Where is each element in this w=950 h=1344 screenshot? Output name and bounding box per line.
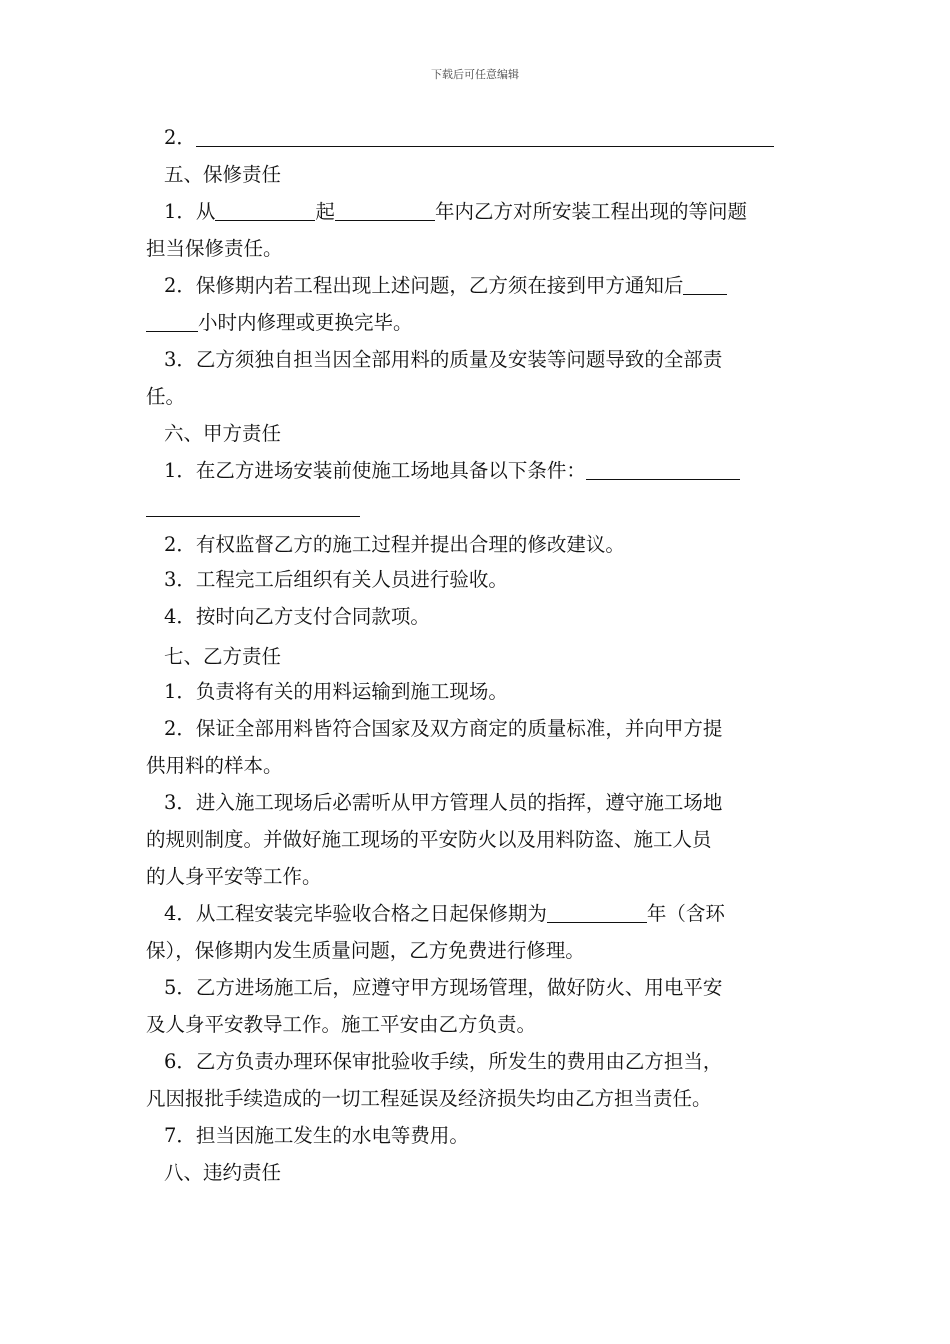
text: 起 — [315, 200, 335, 223]
paragraph-line: 2．保证全部用料皆符合国家及双方商定的质量标准，并向甲方提 — [164, 717, 723, 740]
fill-blank — [196, 126, 774, 147]
paragraph-line: 2．有权监督乙方的施工过程并提出合理的修改建议。 — [164, 533, 625, 556]
fill-blank — [683, 274, 727, 295]
text: 4．从工程安装完毕验收合格之日起保修期为 — [164, 902, 547, 925]
paragraph-line: 1．负责将有关的用料运输到施工现场。 — [164, 680, 508, 703]
paragraph-line — [164, 458, 740, 484]
paragraph-line: 的规则制度。并做好施工现场的平安防火以及用料防盗、施工人员 — [146, 828, 712, 851]
paragraph-line: 3．工程完工后组织有关人员进行验收。 — [164, 568, 508, 591]
fill-blank — [146, 496, 360, 517]
paragraph-line: 供用料的样本。 — [146, 754, 283, 777]
fill-blank — [146, 311, 198, 332]
paragraph-line — [146, 310, 413, 336]
paragraph-line — [146, 495, 360, 521]
text: 年（含环 — [646, 902, 725, 925]
clause-2-blank — [164, 125, 774, 151]
section-heading: 六、甲方责任 — [164, 422, 282, 445]
paragraph-line: 任。 — [146, 385, 186, 408]
text: 2．保修期内若工程出现上述问题，乙方须在接到甲方通知后 — [164, 274, 684, 297]
paragraph-line: 3．乙方须独自担当因全部用料的质量及安装等问题导致的全部责 — [164, 348, 723, 371]
paragraph-line — [164, 901, 725, 927]
paragraph-line: 5．乙方进场施工后，应遵守甲方现场管理，做好防火、用电平安 — [164, 976, 723, 999]
paragraph-line — [164, 273, 727, 299]
paragraph-line: 凡因报批手续造成的一切工程延误及经济损失均由乙方担当责任。 — [146, 1087, 712, 1110]
page-header: 下载后可任意编辑 — [431, 68, 519, 81]
paragraph-line: 4．按时向乙方支付合同款项。 — [164, 605, 430, 628]
paragraph-line: 7．担当因施工发生的水电等费用。 — [164, 1124, 469, 1147]
paragraph-line — [164, 199, 747, 225]
section-heading: 七、乙方责任 — [164, 645, 282, 668]
fill-blank — [335, 200, 435, 221]
fill-blank — [547, 902, 647, 923]
paragraph-line: 及人身平安教导工作。施工平安由乙方负责。 — [146, 1013, 537, 1036]
paragraph-line: 3．进入施工现场后必需听从甲方管理人员的指挥，遵守施工场地 — [164, 791, 723, 814]
text: 2． — [164, 126, 196, 149]
paragraph-line: 担当保修责任。 — [146, 237, 283, 260]
fill-blank — [586, 459, 740, 480]
section-heading: 八、违约责任 — [164, 1161, 282, 1184]
text: 小时内修理或更换完毕。 — [198, 311, 413, 334]
section-heading: 五、保修责任 — [164, 163, 282, 186]
fill-blank — [215, 200, 315, 221]
paragraph-line: 6．乙方负责办理环保审批验收手续，所发生的费用由乙方担当， — [164, 1050, 723, 1073]
paragraph-line: 保），保修期内发生质量问题，乙方免费进行修理。 — [146, 939, 585, 962]
text: 1．在乙方进场安装前使施工场地具备以下条件： — [164, 459, 586, 482]
paragraph-line: 的人身平安等工作。 — [146, 865, 322, 888]
text: 年内乙方对所安装工程出现的等问题 — [434, 200, 747, 223]
text: 1．从 — [164, 200, 216, 223]
